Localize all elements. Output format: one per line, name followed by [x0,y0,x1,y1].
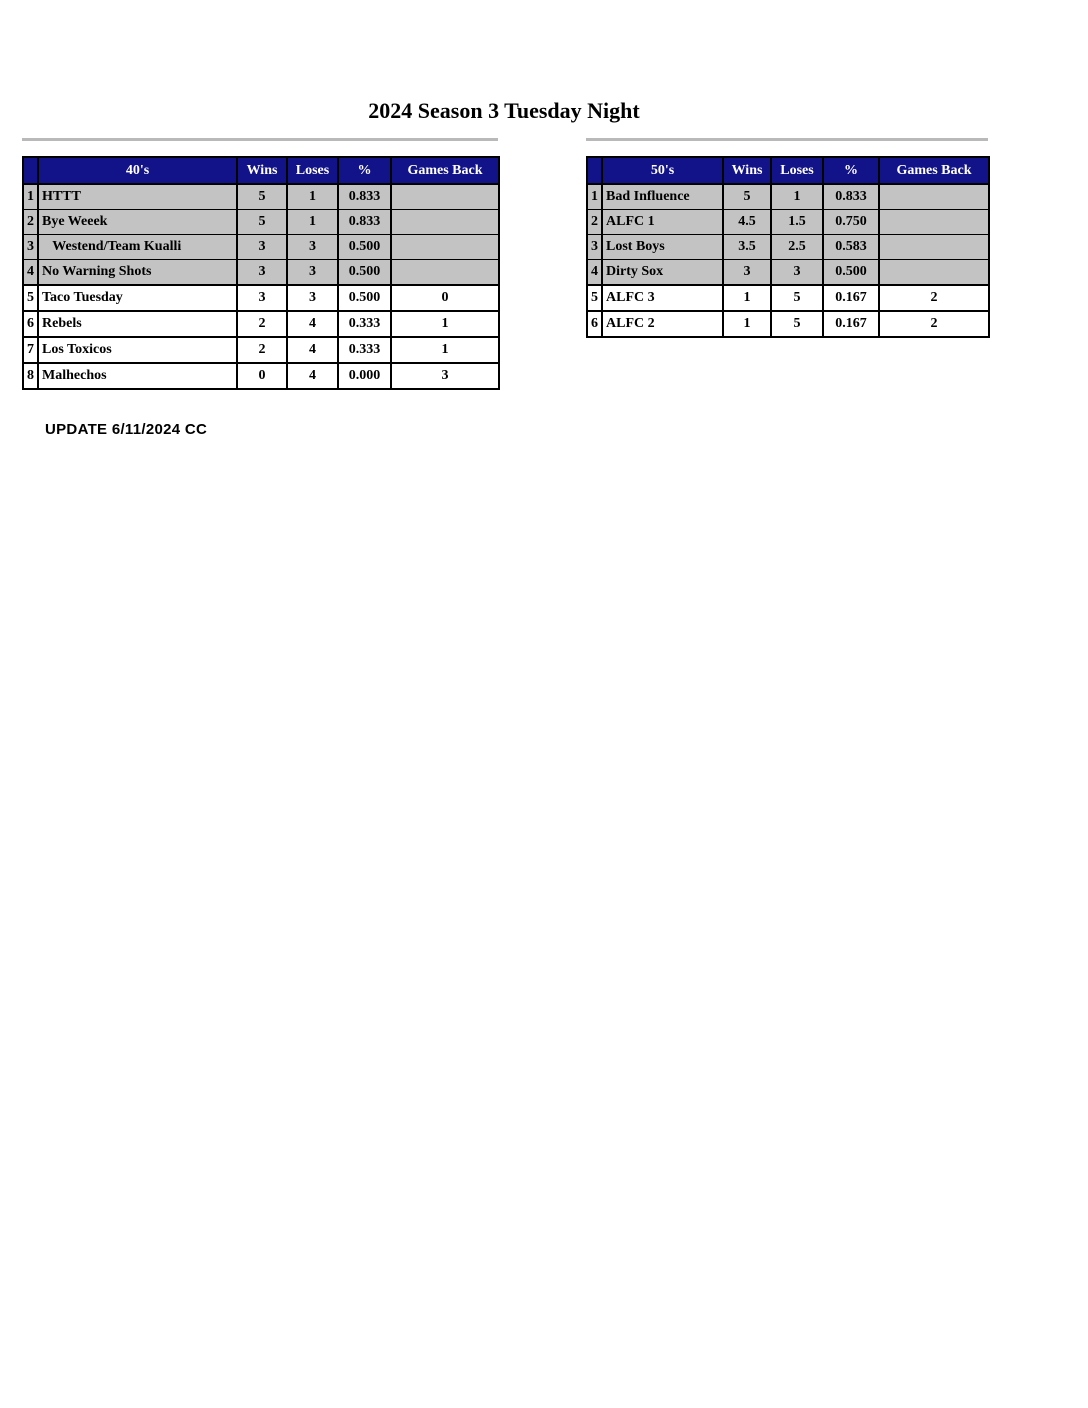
games-back-cell [391,184,499,210]
games-back-cell: 0 [391,285,499,311]
rank-cell: 5 [587,285,602,311]
wins-cell: 2 [237,311,287,337]
loses-cell: 3 [287,285,338,311]
table-row [23,311,499,337]
loses-cell: 1.5 [771,210,823,235]
rank-cell: 7 [23,337,38,363]
header-division: 50's [602,157,723,184]
pct-cell: 0.500 [338,260,391,286]
header-blank [587,157,602,184]
pct-cell: 0.167 [823,285,879,311]
pct-cell: 0.583 [823,235,879,260]
wins-cell: 2 [237,337,287,363]
rank-cell: 8 [23,363,38,389]
page-title: 2024 Season 3 Tuesday Night [368,98,640,123]
team-cell: Bye Weeek [38,210,237,235]
games-back-cell [879,260,989,286]
header-loses: Loses [287,157,338,184]
rank-cell: 1 [23,184,38,210]
games-back-cell: 1 [391,311,499,337]
rank-cell: 6 [587,311,602,337]
loses-cell: 3 [287,260,338,286]
games-back-cell: 2 [879,311,989,337]
pct-cell: 0.833 [823,184,879,210]
update-note: UPDATE 6/11/2024 CC [45,421,208,438]
games-back-cell [391,210,499,235]
standings-table-40s [22,156,500,390]
team-cell: No Warning Shots [38,260,237,286]
table-top-strip-right [586,138,988,141]
pct-cell: 0.333 [338,311,391,337]
table-row [23,260,499,286]
wins-cell: 0 [237,363,287,389]
team-cell: Los Toxicos [38,337,237,363]
wins-cell: 3 [237,235,287,260]
rank-cell: 1 [587,184,602,210]
pct-cell: 0.500 [823,260,879,286]
rank-cell: 4 [23,260,38,286]
loses-cell: 1 [287,210,338,235]
wins-cell: 5 [237,210,287,235]
loses-cell: 3 [771,260,823,286]
loses-cell: 1 [771,184,823,210]
header-games-back: Games Back [879,157,989,184]
wins-cell: 1 [723,311,771,337]
games-back-cell [879,235,989,260]
pct-cell: 0.500 [338,285,391,311]
team-cell: HTTT [38,184,237,210]
loses-cell: 5 [771,311,823,337]
games-back-cell: 1 [391,337,499,363]
wins-cell: 3 [723,260,771,286]
team-cell: Bad Influence [602,184,723,210]
team-cell: Taco Tuesday [38,285,237,311]
wins-cell: 4.5 [723,210,771,235]
table-row [587,260,989,286]
table-row [23,210,499,235]
rank-cell: 5 [23,285,38,311]
header-blank [23,157,38,184]
table-row [23,363,499,389]
table-row [23,235,499,260]
loses-cell: 4 [287,337,338,363]
wins-cell: 5 [723,184,771,210]
pct-cell: 0.500 [338,235,391,260]
table-row [587,210,989,235]
header-pct: % [338,157,391,184]
loses-cell: 1 [287,184,338,210]
team-cell: Dirty Sox [602,260,723,286]
team-cell: ALFC 2 [602,311,723,337]
wins-cell: 1 [723,285,771,311]
header-division: 40's [38,157,237,184]
team-cell: ALFC 3 [602,285,723,311]
table-header-row [587,157,989,184]
games-back-cell: 2 [879,285,989,311]
wins-cell: 5 [237,184,287,210]
table-row [587,184,989,210]
rank-cell: 6 [23,311,38,337]
games-back-cell [391,260,499,286]
team-cell: Westend/Team Kualli [38,235,237,260]
table-top-strip-left [22,138,498,141]
rank-cell: 3 [23,235,38,260]
table-row [587,311,989,337]
loses-cell: 5 [771,285,823,311]
rank-cell: 4 [587,260,602,286]
pct-cell: 0.333 [338,337,391,363]
header-wins: Wins [237,157,287,184]
team-cell: Rebels [38,311,237,337]
wins-cell: 3 [237,285,287,311]
pct-cell: 0.750 [823,210,879,235]
standings-table-50s [586,156,990,338]
pct-cell: 0.833 [338,184,391,210]
table-row [587,235,989,260]
team-cell: Malhechos [38,363,237,389]
rank-cell: 2 [587,210,602,235]
loses-cell: 4 [287,363,338,389]
table-row [23,337,499,363]
games-back-cell [879,184,989,210]
team-cell: ALFC 1 [602,210,723,235]
pct-cell: 0.000 [338,363,391,389]
table-header-row [23,157,499,184]
table-row [23,285,499,311]
wins-cell: 3 [237,260,287,286]
team-cell: Lost Boys [602,235,723,260]
wins-cell: 3.5 [723,235,771,260]
rank-cell: 2 [23,210,38,235]
games-back-cell [879,210,989,235]
loses-cell: 4 [287,311,338,337]
loses-cell: 3 [287,235,338,260]
pct-cell: 0.167 [823,311,879,337]
games-back-cell [391,235,499,260]
rank-cell: 3 [587,235,602,260]
header-loses: Loses [771,157,823,184]
loses-cell: 2.5 [771,235,823,260]
table-row [587,285,989,311]
header-wins: Wins [723,157,771,184]
pct-cell: 0.833 [338,210,391,235]
table-row [23,184,499,210]
header-games-back: Games Back [391,157,499,184]
games-back-cell: 3 [391,363,499,389]
header-pct: % [823,157,879,184]
